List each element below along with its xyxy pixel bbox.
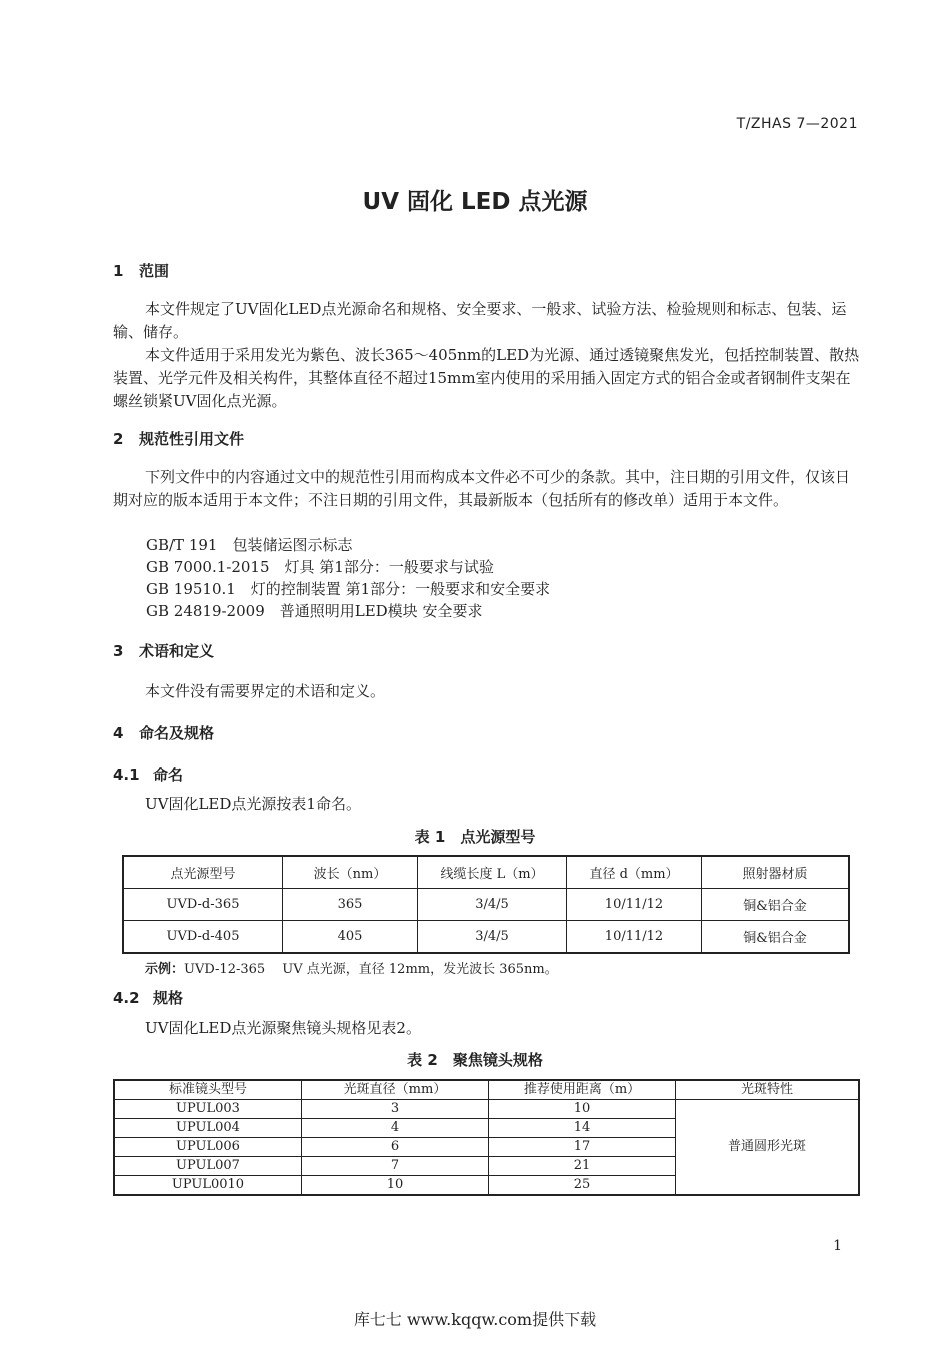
section-number: 2 [113,430,124,448]
table-cell: UPUL007 [114,1157,302,1176]
table-cell: UVD-d-365 [123,889,283,921]
table-row [114,1100,859,1119]
table-row [123,889,849,921]
section-2-heading [113,428,244,449]
table-merged-cell: 普通圆形光斑 [676,1100,860,1196]
table-cell: UPUL003 [114,1100,302,1119]
section-4-heading [113,722,214,743]
section-title: 规范性引用文件 [139,430,245,448]
example-text: UVD-12-365 UV 点光源，直径 12mm，发光波长 365nm。 [184,962,558,977]
table-cell: 3/4/5 [418,889,567,921]
table-cell: UPUL006 [114,1138,302,1157]
table-cell: 4 [302,1119,489,1138]
section-number: 1 [113,262,124,280]
section-title: 范围 [139,262,170,280]
section-3-paragraph-1: 本文件没有需要界定的术语和定义。 [145,682,386,700]
table-row [123,921,849,954]
table-header-cell: 点光源型号 [123,856,283,889]
document-title: UV 固化 LED 点光源 [362,189,588,215]
section-1-paragraph-2: 本文件适用于采用发光为紫色、波长365～405nm的LED为光源、通过透镜聚焦发光，包括控制装置、散热装置、光学元件及相关构件，其整体直径不超过15mm室内使用的采用插入固定方式的铝合金或者钢制件支架在螺丝锁紧UV固化点光源。 [113,346,860,410]
document-code: T/ZHAS 7—2021 [736,116,858,132]
table-cell: 3/4/5 [418,921,567,954]
section-title: 术语和定义 [139,642,215,660]
table-cell: 10 [489,1100,676,1119]
table-cell: 405 [283,921,418,954]
table-header-row [123,856,849,889]
subsection-4-1-paragraph: UV固化LED点光源按表1命名。 [145,795,361,813]
table-header-row [114,1080,859,1100]
table-cell: 6 [302,1138,489,1157]
table-cell: 365 [283,889,418,921]
page-number: 1 [833,1238,842,1254]
table-header-cell: 光斑特性 [676,1080,860,1100]
section-number: 4 [113,724,124,742]
table-2-caption: 表 2 聚焦镜头规格 [407,1051,543,1069]
table-cell: 铜&铝合金 [702,889,850,921]
table-1-example [145,958,558,977]
section-1-heading [113,260,169,281]
section-2-paragraph-1: 下列文件中的内容通过文中的规范性引用而构成本文件必不可少的条款。其中，注日期的引用文件，仅该日期对应的版本适用于本文件；不注日期的引用文件，其最新版本（包括所有的修改单）适用于本文件。 [113,468,851,509]
section-number: 4.1 [113,766,140,784]
table-cell: UPUL004 [114,1119,302,1138]
table-2 [113,1079,860,1196]
table-header-cell: 推荐使用距离（m） [489,1080,676,1100]
table-cell: 21 [489,1157,676,1176]
table-cell: 10/11/12 [567,921,702,954]
download-footer: 库七七 www.kqqw.com提供下载 [353,1310,597,1329]
table-header-cell: 直径 d（mm） [567,856,702,889]
subsection-4-2-paragraph: UV固化LED点光源聚焦镜头规格见表2。 [145,1019,421,1037]
table-header-cell: 照射器材质 [702,856,850,889]
table-cell: 14 [489,1119,676,1138]
subsection-4-2-heading [113,987,183,1008]
table-1 [122,855,850,954]
table-header-cell: 标准镜头型号 [114,1080,302,1100]
section-3-heading [113,640,214,661]
section-number: 4.2 [113,989,140,1007]
section-number: 3 [113,642,124,660]
table-header-cell: 线缆长度 L（m） [418,856,567,889]
table-cell: 3 [302,1100,489,1119]
table-cell: UPUL0010 [114,1176,302,1196]
table-1-caption: 表 1 点光源型号 [414,828,536,846]
reference-item: GB 7000.1-2015 灯具 第1部分：一般要求与试验 [146,558,494,576]
table-cell: 10/11/12 [567,889,702,921]
section-title: 命名及规格 [139,724,215,742]
section-title: 规格 [153,989,184,1007]
example-label: 示例： [145,962,185,977]
table-cell: 铜&铝合金 [702,921,850,954]
section-title: 命名 [153,766,184,784]
table-cell: 7 [302,1157,489,1176]
reference-item: GB 19510.1 灯的控制装置 第1部分：一般要求和安全要求 [146,580,551,598]
table-cell: 25 [489,1176,676,1196]
table-header-cell: 光斑直径（mm） [302,1080,489,1100]
table-cell: 10 [302,1176,489,1196]
reference-item: GB/T 191 包装储运图示标志 [146,536,353,554]
table-cell: 17 [489,1138,676,1157]
reference-item: GB 24819-2009 普通照明用LED模块 安全要求 [146,602,483,620]
table-cell: UVD-d-405 [123,921,283,954]
table-header-cell: 波长（nm） [283,856,418,889]
section-1-paragraph-1: 本文件规定了UV固化LED点光源命名和规格、安全要求、一般求、试验方法、检验规则和标志、包装、运输、储存。 [113,300,847,341]
subsection-4-1-heading [113,764,183,785]
